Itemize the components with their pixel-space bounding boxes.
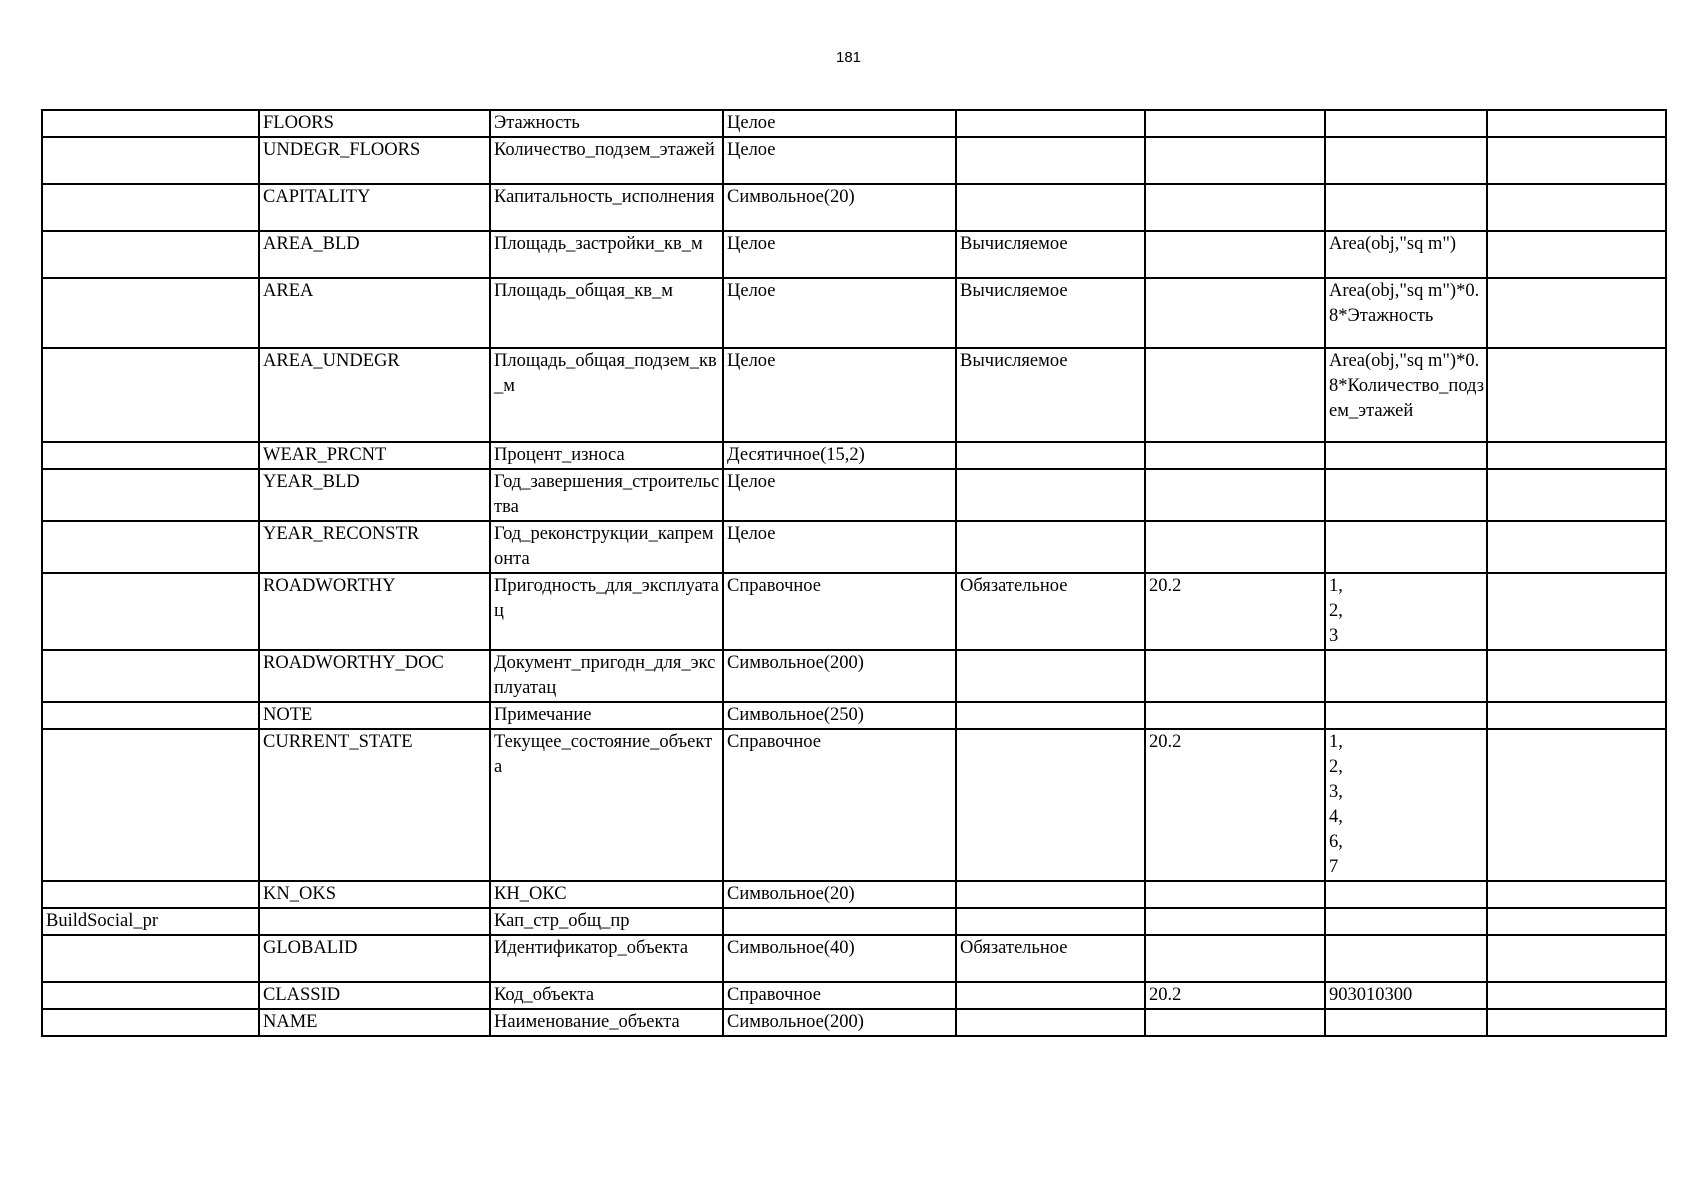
table-row — [42, 184, 1666, 231]
cell-reference-code — [1145, 231, 1325, 278]
cell-field-name: GLOBALID — [259, 935, 490, 982]
cell-layer-name — [42, 729, 259, 881]
cell-note — [1487, 469, 1666, 521]
cell-value-domain: 903010300 — [1325, 982, 1487, 1009]
table-row — [42, 110, 1666, 137]
cell-field-alias: Кап_стр_общ_пр — [490, 908, 723, 935]
cell-reference-code: 20.2 — [1145, 982, 1325, 1009]
cell-layer-name — [42, 469, 259, 521]
cell-field-mode — [956, 184, 1145, 231]
cell-reference-code — [1145, 278, 1325, 348]
cell-value-domain — [1325, 442, 1487, 469]
cell-note — [1487, 231, 1666, 278]
cell-reference-code — [1145, 521, 1325, 573]
cell-note — [1487, 442, 1666, 469]
table-row — [42, 650, 1666, 702]
cell-reference-code — [1145, 348, 1325, 442]
table-row — [42, 702, 1666, 729]
cell-field-mode: Вычисляемое — [956, 278, 1145, 348]
cell-data-type: Справочное — [723, 573, 956, 650]
cell-field-mode — [956, 469, 1145, 521]
cell-value-domain — [1325, 184, 1487, 231]
cell-field-name: ROADWORTHY_DOC — [259, 650, 490, 702]
cell-field-mode — [956, 881, 1145, 908]
cell-note — [1487, 573, 1666, 650]
cell-field-name: UNDEGR_FLOORS — [259, 137, 490, 184]
cell-reference-code: 20.2 — [1145, 573, 1325, 650]
cell-field-name: NAME — [259, 1009, 490, 1036]
cell-data-type: Символьное(20) — [723, 184, 956, 231]
cell-reference-code — [1145, 184, 1325, 231]
cell-field-alias: Код_объекта — [490, 982, 723, 1009]
table-row — [42, 442, 1666, 469]
cell-data-type: Символьное(40) — [723, 935, 956, 982]
cell-note — [1487, 729, 1666, 881]
cell-field-mode — [956, 729, 1145, 881]
cell-note — [1487, 110, 1666, 137]
cell-layer-name — [42, 935, 259, 982]
table-body — [42, 110, 1666, 1036]
cell-reference-code — [1145, 881, 1325, 908]
cell-note — [1487, 982, 1666, 1009]
cell-value-domain: 1, 2, 3, 4, 6, 7 — [1325, 729, 1487, 881]
cell-reference-code — [1145, 469, 1325, 521]
table-row — [42, 573, 1666, 650]
cell-field-name: CLASSID — [259, 982, 490, 1009]
table-row — [42, 881, 1666, 908]
cell-field-alias: Количество_подзем_этажей — [490, 137, 723, 184]
cell-value-domain: Area(obj,"sq m") — [1325, 231, 1487, 278]
cell-layer-name — [42, 137, 259, 184]
cell-data-type: Справочное — [723, 729, 956, 881]
cell-field-mode — [956, 650, 1145, 702]
table-row — [42, 137, 1666, 184]
cell-field-name: CURRENT_STATE — [259, 729, 490, 881]
table-row — [42, 908, 1666, 935]
cell-note — [1487, 348, 1666, 442]
cell-field-alias: КН_ОКС — [490, 881, 723, 908]
table-row — [42, 231, 1666, 278]
cell-value-domain — [1325, 521, 1487, 573]
table-row — [42, 729, 1666, 881]
cell-layer-name — [42, 521, 259, 573]
table-row — [42, 1009, 1666, 1036]
cell-value-domain — [1325, 650, 1487, 702]
cell-value-domain: Area(obj,"sq m")*0.8*Этажность — [1325, 278, 1487, 348]
table-row — [42, 348, 1666, 442]
cell-field-mode — [956, 908, 1145, 935]
cell-field-alias: Капитальность_исполнения — [490, 184, 723, 231]
cell-layer-name — [42, 982, 259, 1009]
cell-value-domain — [1325, 110, 1487, 137]
cell-note — [1487, 650, 1666, 702]
cell-field-mode — [956, 1009, 1145, 1036]
cell-data-type: Целое — [723, 278, 956, 348]
cell-field-mode — [956, 982, 1145, 1009]
cell-field-name: YEAR_RECONSTR — [259, 521, 490, 573]
cell-layer-name — [42, 881, 259, 908]
cell-field-name: AREA_BLD — [259, 231, 490, 278]
cell-data-type: Целое — [723, 469, 956, 521]
cell-value-domain — [1325, 935, 1487, 982]
cell-note — [1487, 881, 1666, 908]
cell-field-alias: Процент_износа — [490, 442, 723, 469]
cell-reference-code: 20.2 — [1145, 729, 1325, 881]
cell-field-mode — [956, 137, 1145, 184]
cell-field-name: WEAR_PRCNT — [259, 442, 490, 469]
cell-value-domain — [1325, 137, 1487, 184]
cell-field-alias: Документ_пригодн_для_эксплуатац — [490, 650, 723, 702]
cell-reference-code — [1145, 935, 1325, 982]
cell-reference-code — [1145, 1009, 1325, 1036]
cell-field-alias: Год_реконструкции_капремонта — [490, 521, 723, 573]
cell-field-alias: Площадь_общая_кв_м — [490, 278, 723, 348]
cell-note — [1487, 278, 1666, 348]
table-row — [42, 935, 1666, 982]
cell-layer-name — [42, 650, 259, 702]
cell-field-name: AREA_UNDEGR — [259, 348, 490, 442]
cell-data-type: Целое — [723, 521, 956, 573]
cell-field-alias: Площадь_общая_подзем_кв_м — [490, 348, 723, 442]
cell-value-domain — [1325, 908, 1487, 935]
cell-field-name — [259, 908, 490, 935]
cell-field-mode — [956, 702, 1145, 729]
cell-data-type: Символьное(20) — [723, 881, 956, 908]
cell-value-domain — [1325, 1009, 1487, 1036]
cell-layer-name — [42, 184, 259, 231]
cell-note — [1487, 137, 1666, 184]
cell-note — [1487, 1009, 1666, 1036]
cell-field-alias: Примечание — [490, 702, 723, 729]
cell-data-type: Справочное — [723, 982, 956, 1009]
attribute-table — [41, 109, 1667, 1037]
table-row — [42, 982, 1666, 1009]
cell-field-alias: Площадь_застройки_кв_м — [490, 231, 723, 278]
cell-note — [1487, 184, 1666, 231]
cell-field-mode: Обязательное — [956, 573, 1145, 650]
cell-data-type: Символьное(200) — [723, 1009, 956, 1036]
cell-field-mode — [956, 110, 1145, 137]
cell-field-mode: Обязательное — [956, 935, 1145, 982]
cell-field-alias: Текущее_состояние_объекта — [490, 729, 723, 881]
cell-layer-name — [42, 1009, 259, 1036]
cell-field-mode: Вычисляемое — [956, 231, 1145, 278]
cell-reference-code — [1145, 110, 1325, 137]
table-row — [42, 278, 1666, 348]
cell-reference-code — [1145, 702, 1325, 729]
cell-field-name: YEAR_BLD — [259, 469, 490, 521]
cell-layer-name — [42, 573, 259, 650]
cell-layer-name — [42, 702, 259, 729]
cell-value-domain — [1325, 881, 1487, 908]
cell-value-domain: Area(obj,"sq m")*0.8*Количество_подзем_этажей — [1325, 348, 1487, 442]
cell-layer-name — [42, 231, 259, 278]
cell-note — [1487, 702, 1666, 729]
cell-value-domain — [1325, 469, 1487, 521]
cell-data-type: Целое — [723, 348, 956, 442]
cell-note — [1487, 935, 1666, 982]
cell-field-alias: Этажность — [490, 110, 723, 137]
cell-note — [1487, 521, 1666, 573]
cell-layer-name — [42, 278, 259, 348]
table-row — [42, 521, 1666, 573]
cell-reference-code — [1145, 908, 1325, 935]
cell-note — [1487, 908, 1666, 935]
cell-value-domain — [1325, 702, 1487, 729]
cell-field-mode — [956, 521, 1145, 573]
cell-field-alias: Пригодность_для_эксплуатац — [490, 573, 723, 650]
cell-field-name: ROADWORTHY — [259, 573, 490, 650]
cell-data-type: Символьное(250) — [723, 702, 956, 729]
cell-field-name: NOTE — [259, 702, 490, 729]
cell-reference-code — [1145, 442, 1325, 469]
cell-data-type: Целое — [723, 110, 956, 137]
cell-reference-code — [1145, 137, 1325, 184]
cell-layer-name — [42, 110, 259, 137]
cell-field-name: AREA — [259, 278, 490, 348]
cell-field-mode — [956, 442, 1145, 469]
cell-data-type: Целое — [723, 137, 956, 184]
cell-field-mode: Вычисляемое — [956, 348, 1145, 442]
cell-data-type: Целое — [723, 231, 956, 278]
cell-field-name: FLOORS — [259, 110, 490, 137]
cell-field-alias: Год_завершения_строительства — [490, 469, 723, 521]
cell-layer-name — [42, 442, 259, 469]
cell-data-type — [723, 908, 956, 935]
cell-layer-name — [42, 348, 259, 442]
cell-field-name: KN_OKS — [259, 881, 490, 908]
cell-value-domain: 1, 2, 3 — [1325, 573, 1487, 650]
cell-layer-name: BuildSocial_pr — [42, 908, 259, 935]
cell-reference-code — [1145, 650, 1325, 702]
cell-field-alias: Идентификатор_объекта — [490, 935, 723, 982]
cell-field-name: CAPITALITY — [259, 184, 490, 231]
cell-data-type: Десятичное(15,2) — [723, 442, 956, 469]
table-row — [42, 469, 1666, 521]
page-number: 181 — [835, 49, 862, 66]
cell-field-alias: Наименование_объекта — [490, 1009, 723, 1036]
cell-data-type: Символьное(200) — [723, 650, 956, 702]
